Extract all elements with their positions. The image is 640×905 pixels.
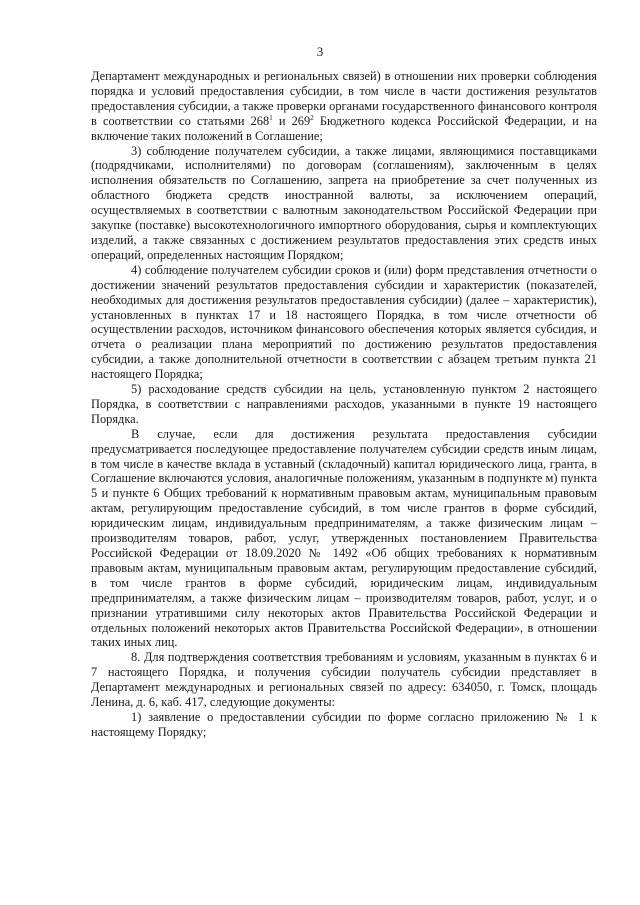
paragraph	[91, 144, 597, 263]
paragraph	[91, 69, 597, 144]
paragraph	[91, 710, 597, 740]
paragraph-text: Департамент международных и региональных связей) в отношении них проверки соблюдения порядка и условий предоставления субсидии, в том числе в части достижения результатов предоставления субсидии, а также проверки органами государственного финансового контроля в соответствии со статьями 268	[91, 69, 597, 128]
superscript: 1	[269, 113, 273, 122]
paragraph-text: 5) расходование средств субсидии на цель, установленную пунктом 2 настоящего Порядка, в соответствии с направлениями расходов, указанными в пункте 19 настоящего Порядка.	[91, 382, 597, 426]
paragraph	[91, 427, 597, 651]
paragraph	[91, 650, 597, 710]
document-body	[91, 69, 597, 740]
superscript: 2	[310, 113, 314, 122]
paragraph	[91, 263, 597, 382]
paragraph	[91, 382, 597, 427]
paragraph-text: В случае, если для достижения результата предоставления субсидии предусматривается последующее предоставление получателем субсидии средств иным лицам, в том числе в качестве вклада в уставный (складочный) капитал юридического лица, гранта, в Соглашение включаются условия, аналогичные положениям, указанным в подпункте м) пункта 5 и пункте 6 Общих требований к нормативным правовым актам, муниципальным правовым актам, регулирующим предоставление субсидий, в том числе грантов в форме субсидий, юридическим лицам, индивидуальным предпринимателям, а также физическим лицам – производителям товаров, работ, услуг, утвержденных постановлением Правительства Российской Федерации от 18.09.2020 № 1492 «Об общих требованиях к нормативным правовым актам, муниципальным правовым актам, регулирующим предоставление субсидий, в том числе грантов в форме субсидий, юридическим лицам, индивидуальным предпринимателям, а также физическим лицам – производителям товаров, работ, услуг, и о признании утратившими силу некоторых актов Правительства Российской Федерации и отдельных положений некоторых актов Правительства Российской Федерации», в отношении таких иных лиц.	[91, 426, 597, 650]
paragraph-text: Бюджетного кодекса Российской Федерации, и на включение таких положений в Соглашение;	[91, 113, 598, 143]
paragraph-text: и 269	[272, 113, 311, 128]
paragraph-text: 3) соблюдение получателем субсидии, а также лицами, являющимися поставщиками (подрядчиками, исполнителями) по договорам (соглашениям), заключенным в целях исполнения обязательств по Соглашению, запрета на приобретение за счет полученных из областного бюджета средств иностранной валюты, за исключением операций, осуществляемых в соответствии с валютным законодательством Российской Федерации при закупке (поставке) высокотехнологичного импортного оборудования, сырья и комплектующих изделий, а также связанных с достижением результатов предоставления этих средств иных операций, определенных настоящим Порядком;	[91, 143, 597, 262]
paragraph-text: 8. Для подтверждения соответствия требованиям и условиям, указанным в пунктах 6 и 7 настоящего Порядка, и получения субсидии получатель субсидии представляет в Департамент международных и региональных связей по адресу: 634050, г. Томск, площадь Ленина, д. 6, каб. 417, следующие документы:	[91, 650, 597, 710]
paragraph-text: 1) заявление о предоставлении субсидии по форме согласно приложению № 1 к настоящему Порядку;	[91, 709, 597, 739]
paragraph-text: 4) соблюдение получателем субсидии сроков и (или) форм представления отчетности о достижении значений результатов предоставления субсидии и характеристик (показателей, необходимых для достижения результатов предоставления субсидии) (далее – характеристик), установленных в пунктах 17 и 18 настоящего Порядка, в том числе отчетности об осуществлении расходов, источником финансового обеспечения которых является субсидия, и отчета о реализации плана мероприятий по достижению результатов предоставления субсидии, а также дополнительной отчетности в соответствии с абзацем третьим пункта 21 настоящего Порядка;	[91, 262, 597, 382]
page-number: 3	[316, 44, 324, 59]
